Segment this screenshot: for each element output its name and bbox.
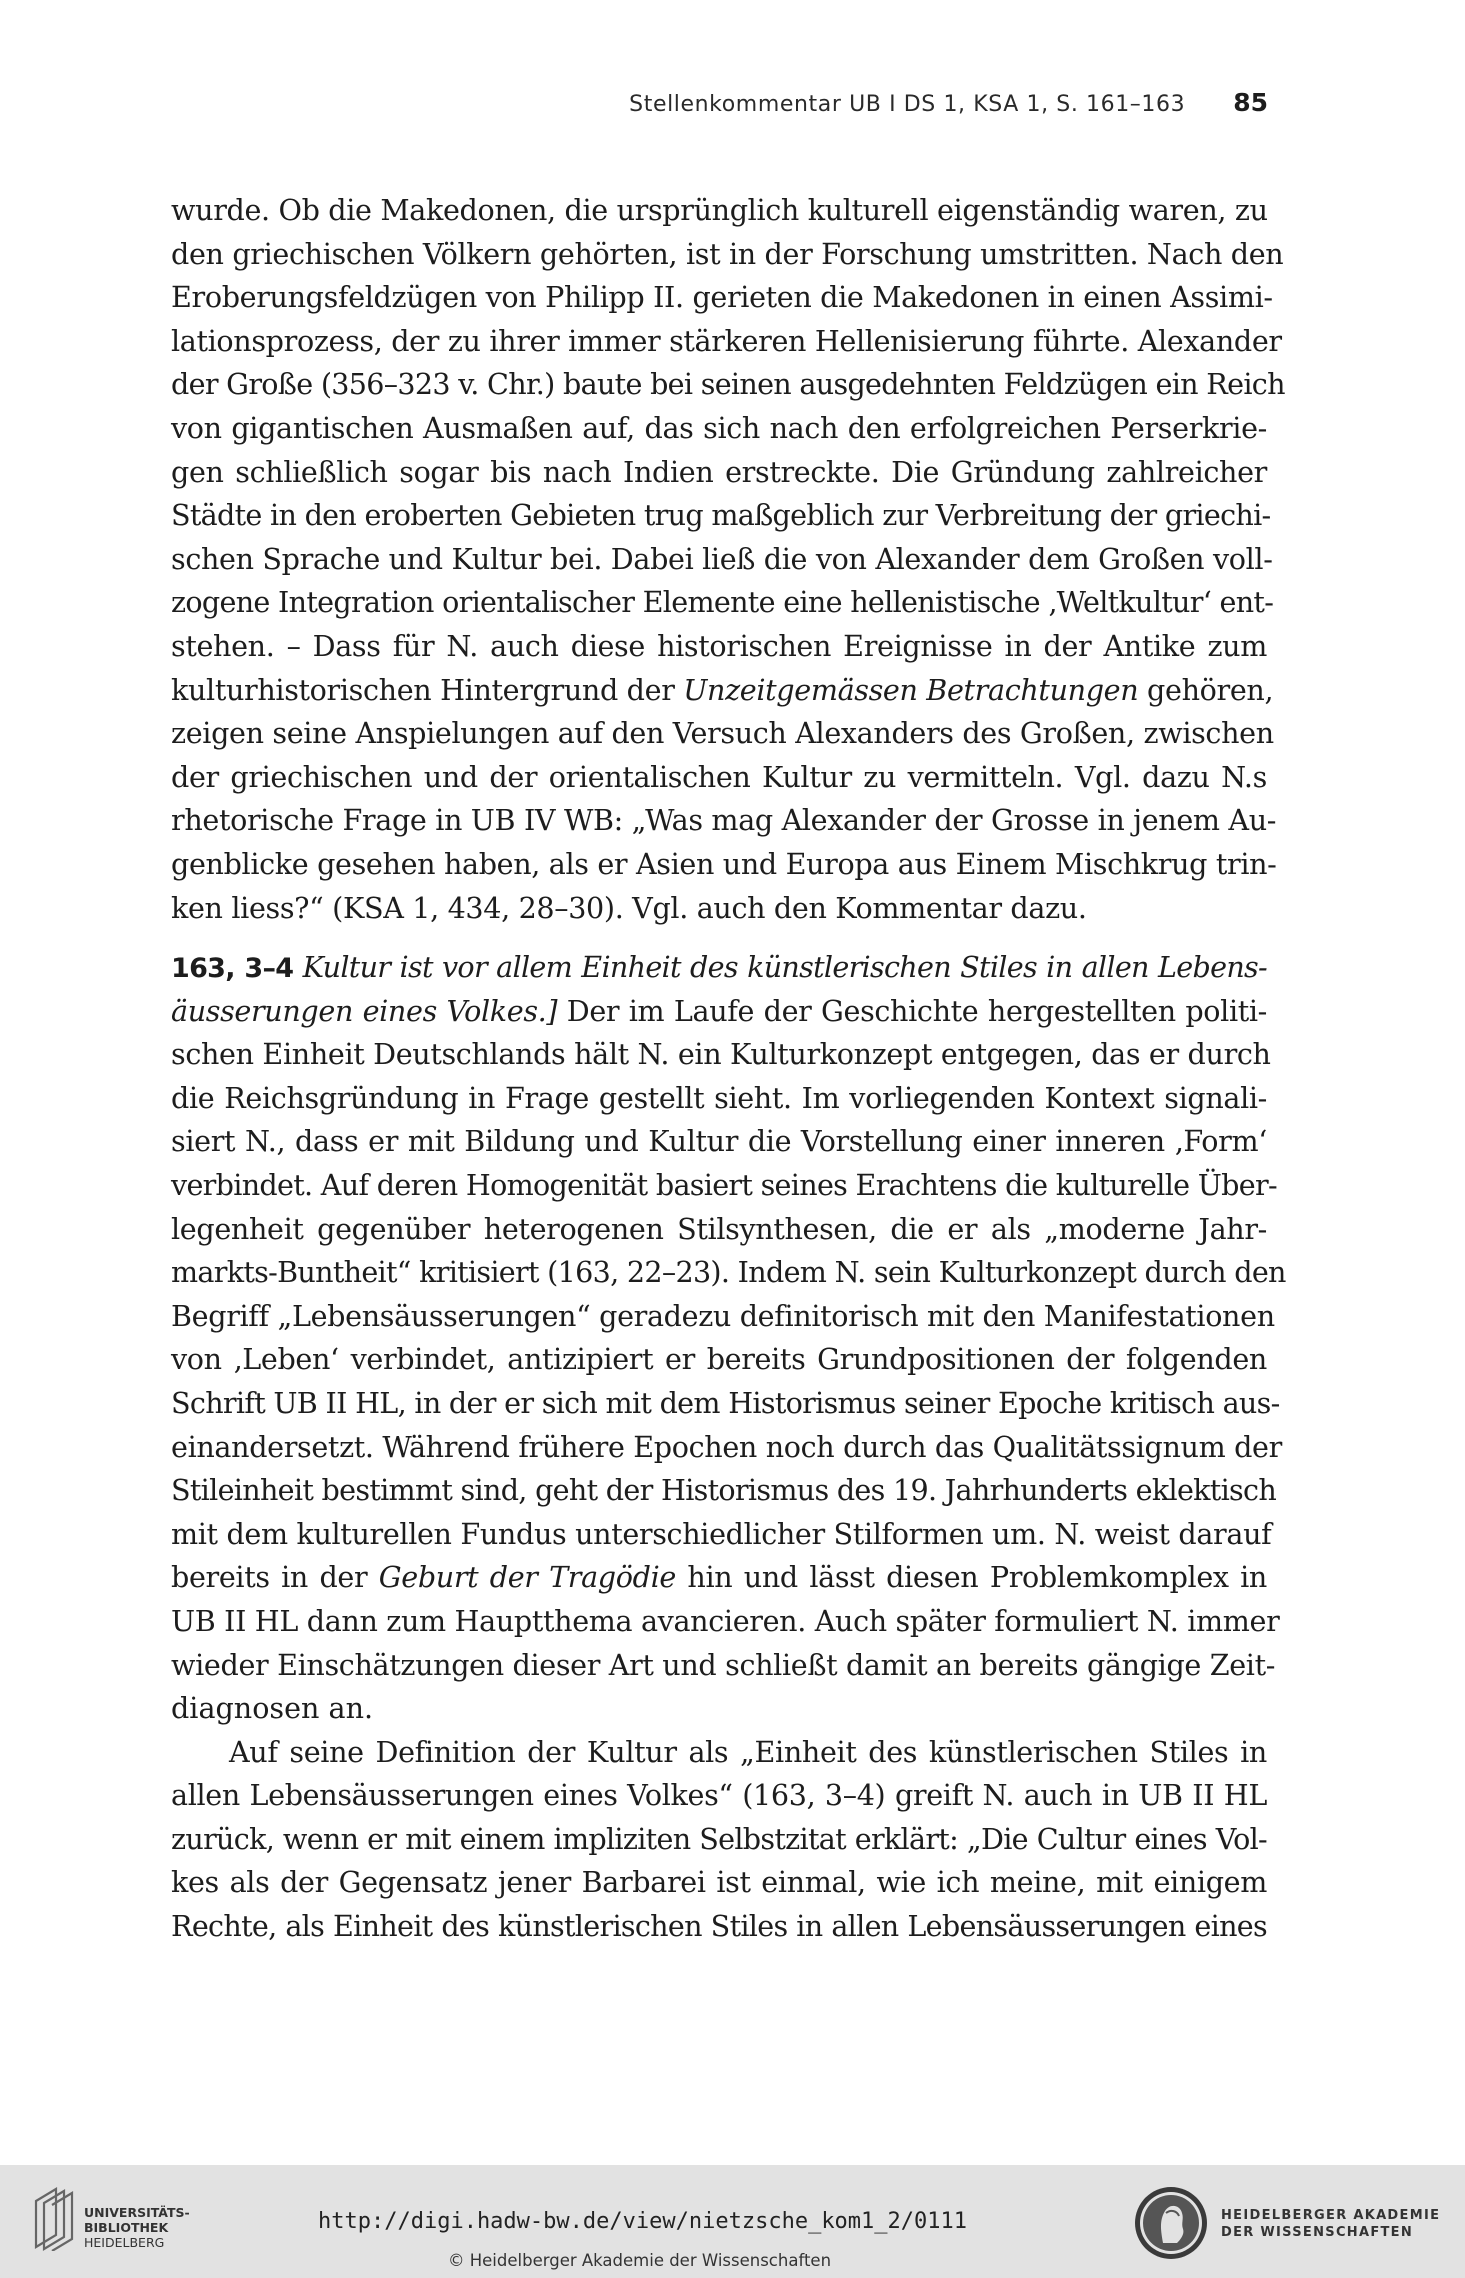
copyright-notice: © Heidelberger Akademie der Wissenschaften [448, 2251, 832, 2270]
lemma-text: äusserungen eines Volkes.] [171, 993, 558, 1028]
university-library-logo-icon [30, 2185, 90, 2251]
text-line: diagnosen an. [171, 1691, 374, 1726]
text-line: rhetorische Frage in UB IV WB: „Was mag Alexander der Grosse in jenem Au- [171, 803, 1277, 838]
text-line: Schrift UB II HL, in der er sich mit dem Historismus seiner Epoche kritisch aus- [171, 1385, 1280, 1420]
text-line: zogene Integration orientalischer Elemente eine hellenistische ‚Weltkultur‘ ent- [171, 585, 1274, 620]
lemma-line [171, 946, 1267, 990]
work-title: Geburt der Tragödie [378, 1560, 676, 1595]
text-line: Auf seine Definition der Kultur als „Einheit des künstlerischen Stiles in [229, 1734, 1267, 1769]
text-line: kes als der Gegensatz jener Barbarei ist einmal, wie ich meine, mit einigem [171, 1865, 1267, 1900]
text-line: wieder Einschätzungen dieser Art und schließt damit an bereits gängige Zeit- [171, 1647, 1276, 1682]
text-line: legenheit gegenüber heterogenen Stilsynthesen, die er als „moderne Jahr- [171, 1211, 1267, 1246]
text-run: hin und lässt diesen Problemkomplex in [687, 1560, 1267, 1595]
text-run: Der im Laufe der Geschichte hergestellten politi- [566, 993, 1267, 1028]
library-name-line: UNIVERSITÄTS- [84, 2205, 190, 2220]
text-line: ken liess?“ (KSA 1, 434, 28–30). Vgl. auch den Kommentar dazu. [171, 890, 1087, 925]
running-title: Stellenkommentar UB I DS 1, KSA 1, S. 161–163 [629, 92, 1186, 117]
text-line [171, 1556, 1267, 1600]
text-run: kulturhistorischen Hintergrund der [171, 672, 675, 707]
text-line: schen Einheit Deutschlands hält N. ein Kulturkonzept entgegen, das er durch [171, 1037, 1271, 1072]
text-line: mit dem kulturellen Fundus unterschiedlicher Stilformen um. N. weist darauf [171, 1516, 1272, 1551]
text-line: Rechte, als Einheit des künstlerischen Stiles in allen Lebensäusserungen eines [171, 1909, 1267, 1944]
text-line: wurde. Ob die Makedonen, die ursprünglich kulturell eigenständig waren, zu [171, 193, 1268, 227]
page-number: 85 [1233, 88, 1268, 117]
text-line: verbindet. Auf deren Homogenität basiert seines Erachtens die kulturelle Über- [171, 1167, 1277, 1202]
text-line: den griechischen Völkern gehörten, ist in der Forschung umstritten. Nach den [171, 236, 1284, 271]
text-line: Städte in den eroberten Gebieten trug maßgeblich zur Verbreitung der griechi- [171, 498, 1271, 533]
text-line: gen schließlich sogar bis nach Indien erstreckte. Die Gründung zahlreicher [171, 454, 1267, 489]
text-line: einandersetzt. Während frühere Epochen noch durch das Qualitätssignum der [171, 1429, 1282, 1464]
text-line: Eroberungsfeldzügen von Philipp II. gerieten die Makedonen in einen Assimi- [171, 280, 1273, 315]
text-line: stehen. – Dass für N. auch diese historischen Ereignisse in der Antike zum [171, 628, 1267, 663]
library-name-line: BIBLIOTHEK [84, 2220, 169, 2235]
text-line [171, 990, 1267, 1034]
digitization-footer [0, 2165, 1465, 2278]
text-line: zeigen seine Anspielungen auf den Versuch Alexanders des Großen, zwischen [171, 716, 1274, 751]
text-line: von gigantischen Ausmaßen auf, das sich nach den erfolgreichen Perserkrie- [171, 410, 1267, 445]
library-name [84, 2205, 190, 2250]
text-line: die Reichsgründung in Frage gestellt sieht. Im vorliegenden Kontext signali- [171, 1080, 1267, 1115]
line-reference: 163, 3–4 [171, 953, 294, 984]
text-line: siert N., dass er mit Bildung und Kultur die Vorstellung einer inneren ‚Form‘ [171, 1124, 1267, 1159]
text-line: genblicke gesehen haben, als er Asien und Europa aus Einem Mischkrug trin- [171, 846, 1277, 881]
text-line: UB II HL dann zum Hauptthema avancieren. Auch später formuliert N. immer [171, 1603, 1280, 1638]
running-header [0, 88, 1268, 117]
text-line: Stileinheit bestimmt sind, geht der Historismus des 19. Jahrhunderts eklektisch [171, 1473, 1277, 1508]
academy-name-line: DER WISSENSCHAFTEN [1221, 2225, 1414, 2240]
text-line: von ‚Leben‘ verbindet, antizipiert er bereits Grundpositionen der folgenden [171, 1342, 1267, 1377]
academy-seal-icon [1133, 2185, 1209, 2261]
text-line: zurück, wenn er mit einem impliziten Selbstzitat erklärt: „Die Cultur eines Vol- [171, 1821, 1267, 1856]
text-line [171, 669, 1274, 713]
permalink-url[interactable]: http://digi.hadw-bw.de/view/nietzsche_kom1_2/0111 [318, 2209, 968, 2234]
text-line: markts-Buntheit“ kritisiert (163, 22–23). Indem N. sein Kulturkonzept durch den [171, 1255, 1286, 1290]
lemma-text: Kultur ist vor allem Einheit des künstlerischen Stiles in allen Lebens- [302, 950, 1267, 984]
text-line: der griechischen und der orientalischen Kultur zu vermitteln. Vgl. dazu N.s [171, 759, 1267, 794]
text-line: Begriff „Lebensäusserungen“ geradezu definitorisch mit den Manifestationen [171, 1298, 1275, 1333]
text-line: schen Sprache und Kultur bei. Dabei ließ die von Alexander dem Großen voll- [171, 541, 1273, 576]
academy-name-line: HEIDELBERGER AKADEMIE [1221, 2208, 1441, 2223]
academy-name [1221, 2207, 1440, 2241]
text-line: der Große (356–323 v. Chr.) baute bei seinen ausgedehnten Feldzügen ein Reich [171, 367, 1285, 402]
commentary-entry [171, 946, 1286, 1949]
paragraph-continuation [171, 189, 1285, 930]
library-name-line: HEIDELBERG [84, 2235, 165, 2250]
text-line: allen Lebensäusserungen eines Volkes“ (163, 3–4) greift N. auch in UB II HL [171, 1778, 1267, 1813]
work-title: Unzeitgemässen Betrachtungen [683, 672, 1139, 707]
text-run: bereits in der [171, 1560, 368, 1595]
text-run: gehören, [1147, 672, 1274, 707]
text-line: lationsprozess, der zu ihrer immer stärkeren Hellenisierung führte. Alexander [171, 323, 1282, 358]
